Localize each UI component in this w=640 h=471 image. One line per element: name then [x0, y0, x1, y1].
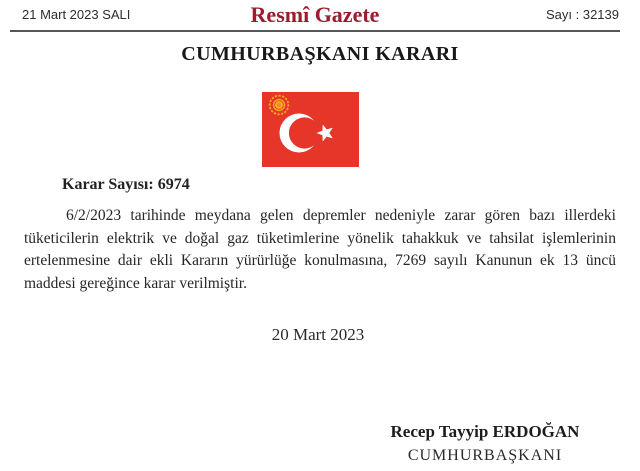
issue-number: Sayı : 32139 [546, 7, 619, 22]
decree-title: CUMHURBAŞKANI KARARI [181, 43, 459, 65]
signatory-title: CUMHURBAŞKANI [407, 447, 563, 464]
paragraph-line: maddesi gereğince karar verilmiştir. [24, 274, 247, 292]
decree-date: 20 Mart 2023 [271, 325, 365, 344]
signatory-name: Recep Tayyip ERDOĞAN [390, 422, 580, 441]
turkish-flag-icon [262, 92, 359, 167]
paragraph-line: tüketicilerin elektrik ve doğal gaz tüketimlerine yönelik tahakkuk ve tahsilat işlemlerinin [24, 229, 616, 247]
paragraph-line: ertelenmesine dair ekli Kararın yürürlüğe konulmasına, 7269 sayılı Kanunun ek 13 üncü [24, 252, 616, 269]
header-date: 21 Mart 2023 SALI [22, 7, 131, 22]
decree-paragraph [24, 205, 616, 295]
decision-number: Karar Sayısı: 6974 [62, 176, 190, 193]
gazette-masthead: Resmî Gazete [250, 2, 380, 27]
gazette-header [10, 0, 620, 32]
signature-block [350, 422, 620, 465]
turkish-flag-graphic [262, 92, 359, 167]
paragraph-line: 6/2/2023 tarihinde meydana gelen depremler nedeniyle zarar gören bazı illerdeki [66, 207, 616, 224]
